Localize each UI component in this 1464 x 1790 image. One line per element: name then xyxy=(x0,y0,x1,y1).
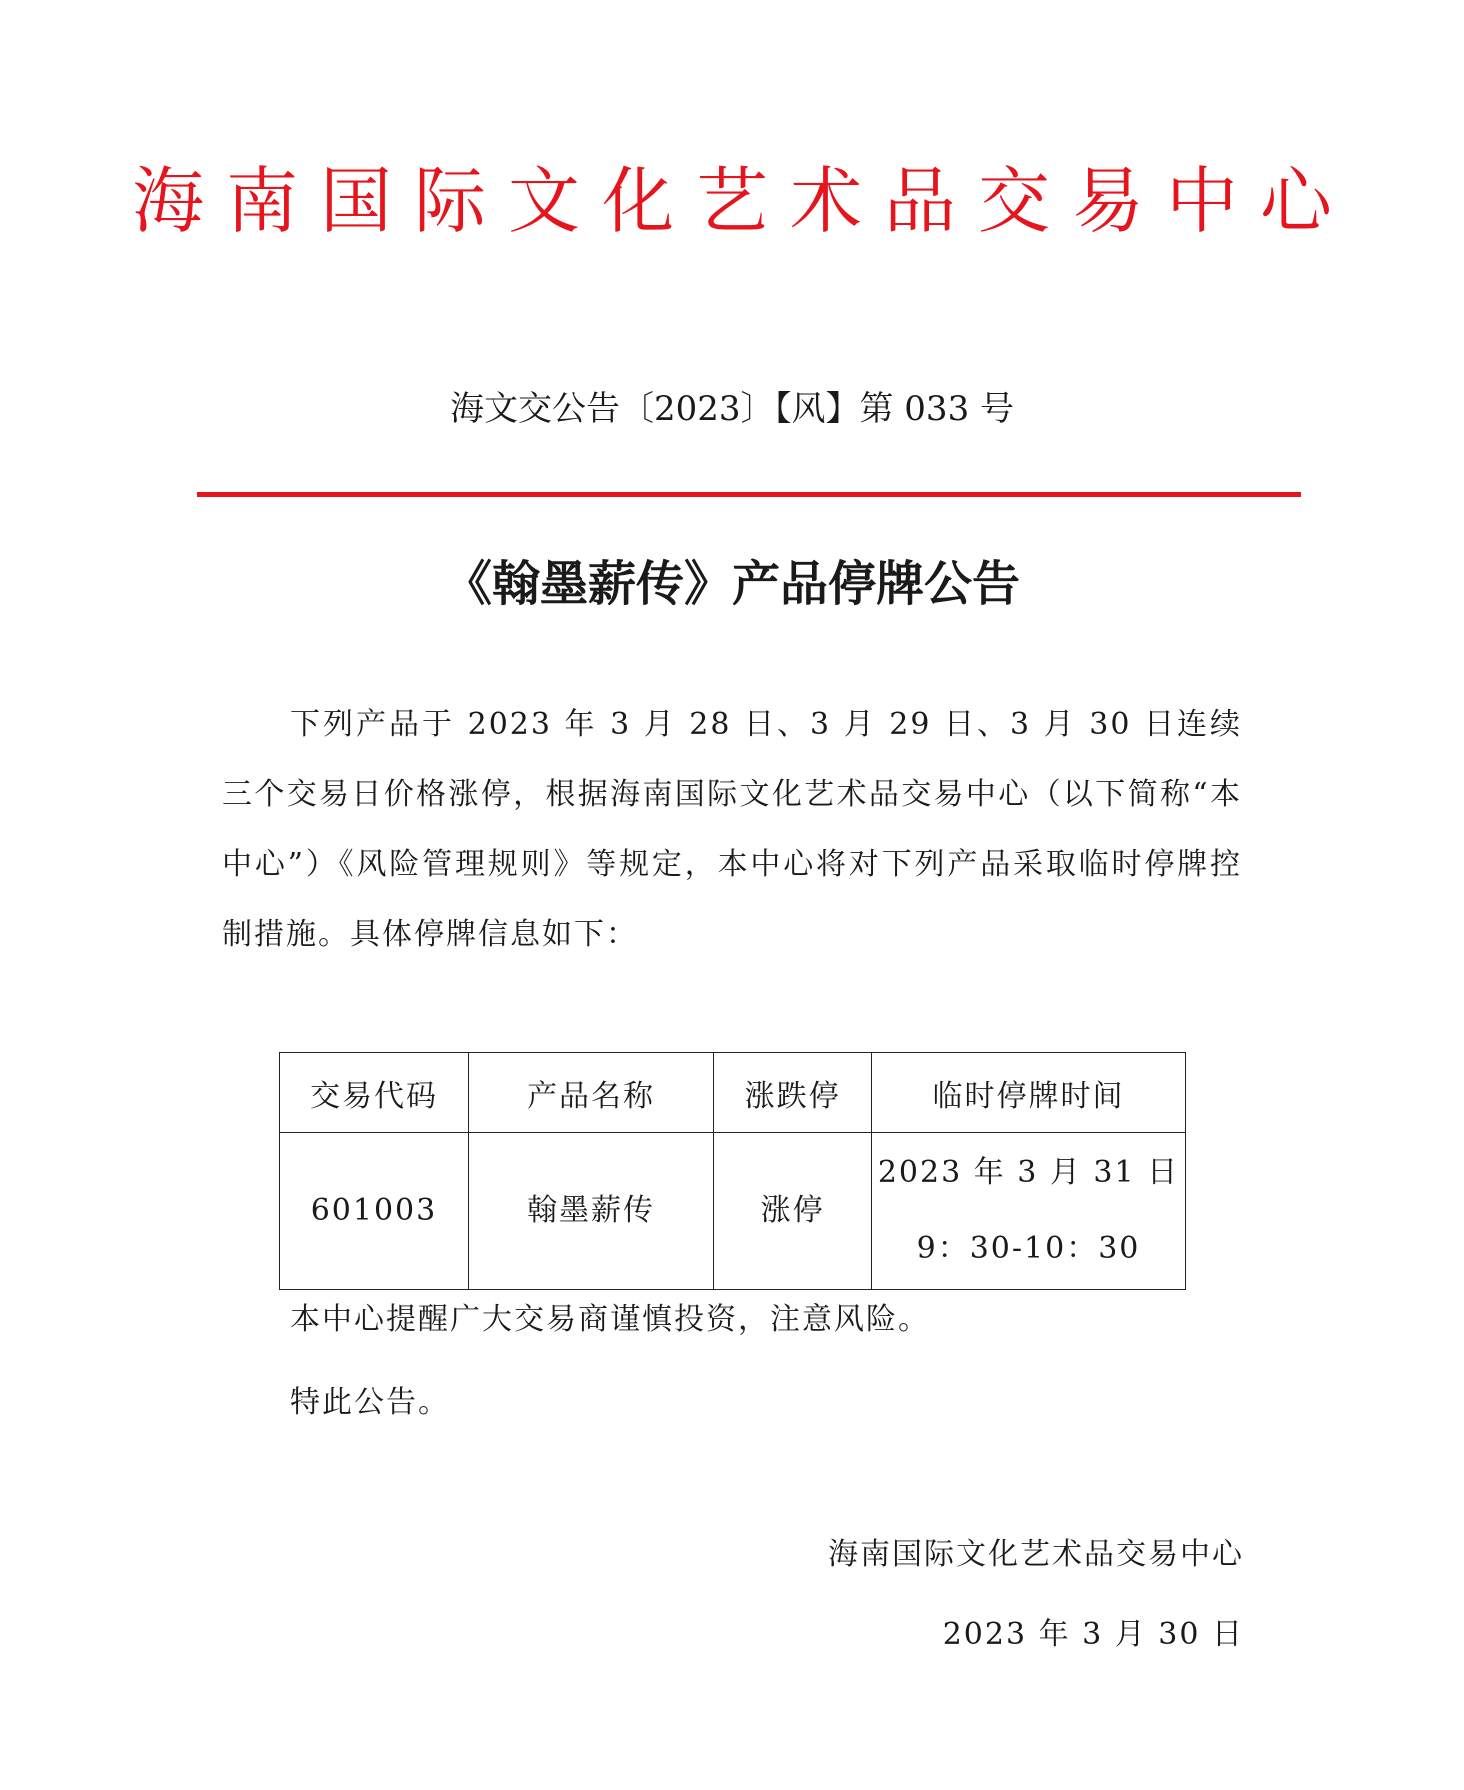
document-number: 海文交公告〔2023〕【风】第 033 号 xyxy=(449,389,1015,429)
halt-info-table xyxy=(279,1052,1186,1290)
signature-date: 2023 年 3 月 30 日 xyxy=(942,1617,1244,1652)
notice-title: 《翰墨薪传》产品停牌公告 xyxy=(443,556,1020,612)
header-price-limit: 涨跌停 xyxy=(714,1053,872,1133)
notice-body: 下列产品于 2023 年 3 月 28 日、3 月 29 日、3 月 30 日连续三个交易日价格涨停，根据海南国际文化艺术品交易中心（以下简称“本中心”）《风险管理规则》等规定，本中心将对下列产品采取临时停牌控制措施。具体停牌信息如下： xyxy=(222,707,1242,952)
table-row xyxy=(280,1133,1186,1290)
header-halt-time: 临时停牌时间 xyxy=(872,1053,1186,1133)
organization-letterhead: 海南国际文化艺术品交易中心 xyxy=(131,159,1354,243)
signature-organization: 海南国际文化艺术品交易中心 xyxy=(828,1537,1244,1572)
header-trade-code: 交易代码 xyxy=(280,1053,469,1133)
cell-product-name: 翰墨薪传 xyxy=(468,1133,713,1290)
closing-statement: 特此公告。 xyxy=(290,1385,450,1420)
table-header-row xyxy=(280,1053,1186,1133)
header-product-name: 产品名称 xyxy=(468,1053,713,1133)
halt-period: 9：30-10：30 xyxy=(916,1231,1141,1266)
cell-price-limit: 涨停 xyxy=(714,1133,872,1290)
header-divider xyxy=(197,492,1301,497)
cell-trade-code: 601003 xyxy=(280,1133,469,1290)
risk-reminder: 本中心提醒广大交易商谨慎投资，注意风险。 xyxy=(290,1302,930,1337)
cell-halt-time xyxy=(872,1133,1186,1290)
halt-date: 2023 年 3 月 31 日 xyxy=(877,1155,1180,1190)
